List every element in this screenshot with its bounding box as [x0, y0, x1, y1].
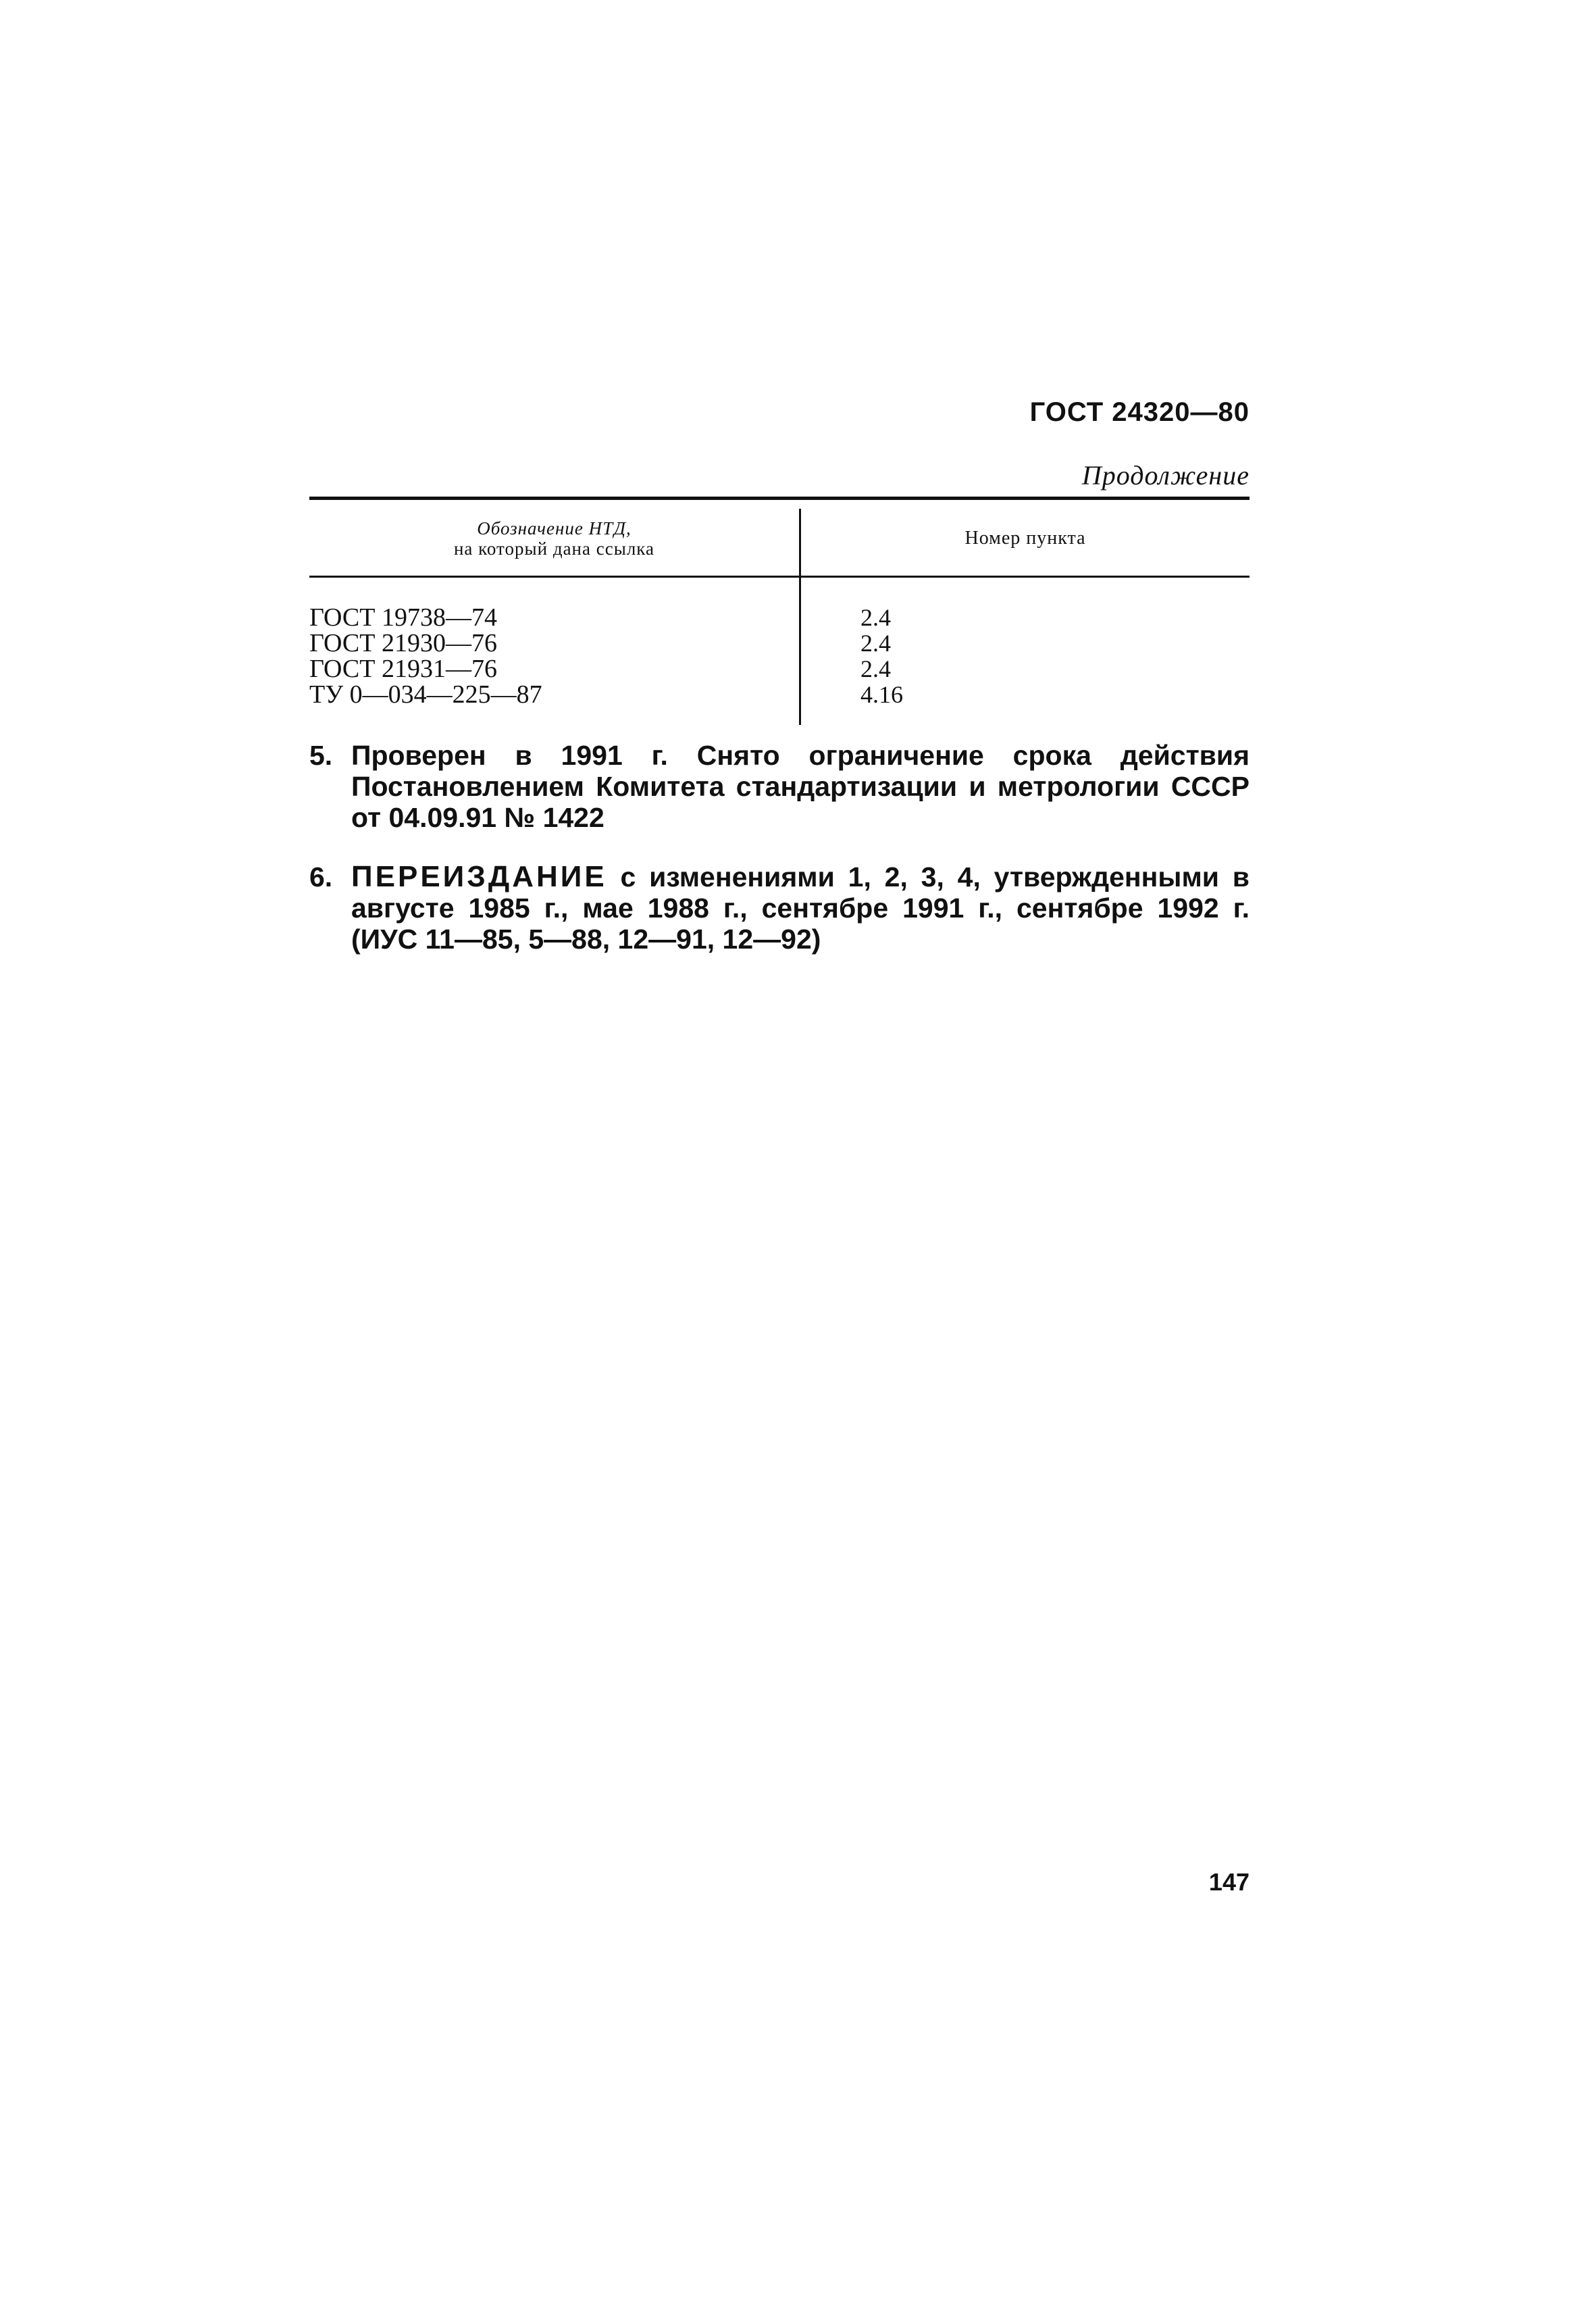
clause-column	[860, 605, 1131, 707]
table-row-clause: 4.16	[860, 681, 903, 708]
table-row-clause: 2.4	[860, 655, 891, 682]
table-row-doc: ГОСТ 21931—76	[309, 655, 497, 683]
column-header-designation-line1: Обозначение НТД,	[477, 518, 632, 538]
table-row-doc: ТУ 0—034—225—87	[309, 680, 542, 709]
page-number: 147	[1208, 1868, 1250, 1896]
column-header-designation	[309, 518, 799, 559]
standard-designation: ГОСТ 24320—80	[1029, 397, 1250, 427]
note-item	[309, 740, 1250, 833]
note-lead-word: ПЕРЕИЗДАНИЕ	[351, 860, 607, 893]
table-row-doc: ГОСТ 21930—76	[309, 629, 497, 657]
table-row-doc: ГОСТ 19738—74	[309, 603, 497, 632]
note-number: 6.	[309, 861, 333, 892]
note-item	[309, 861, 1250, 955]
notes-list	[309, 740, 1250, 983]
table-top-rule	[309, 497, 1250, 500]
continuation-label: Продолжение	[1081, 460, 1250, 491]
table-column-divider	[799, 509, 801, 725]
column-header-designation-line2: на который дана ссылка	[453, 538, 655, 559]
note-number: 5.	[309, 740, 333, 771]
references-table	[309, 497, 1250, 726]
note-text: Проверен в 1991 г. Снято ограничение срока действия Постановлением Комитета стандартизации и метрологии СССР от 04.09.91 № 1422	[351, 740, 1250, 833]
table-row-clause: 2.4	[860, 604, 891, 631]
column-header-clause: Номер пункта	[964, 528, 1086, 549]
note-text: с изменениями 1, 2, 3, 4, утвержденными в августе 1985 г., мае 1988 г., сентябре 1991 г., сентябре 1992 г. (ИУС 11—85, 5—88, 12—91, 12—92)	[351, 861, 1250, 955]
designation-column	[309, 605, 782, 707]
table-header-rule	[309, 576, 1250, 578]
table-row-clause: 2.4	[860, 630, 891, 657]
